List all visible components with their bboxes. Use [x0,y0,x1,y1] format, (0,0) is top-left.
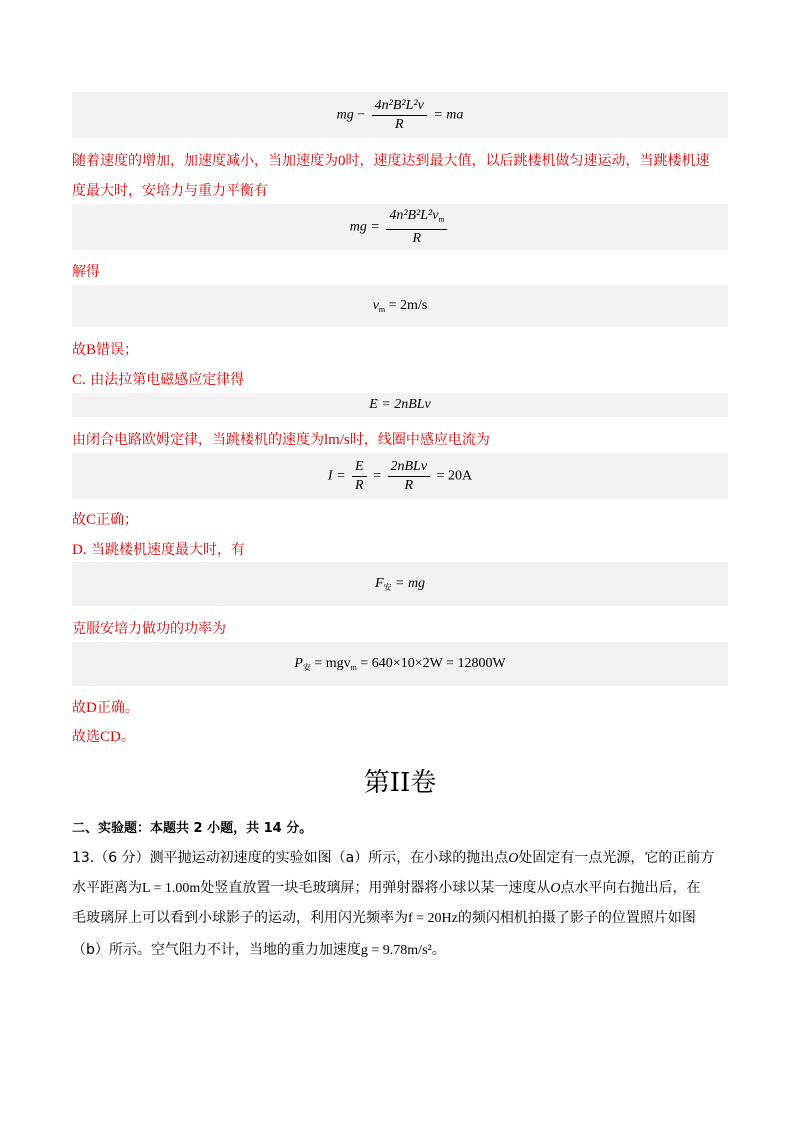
eq1-fraction [372,98,427,133]
text: lm/s [324,432,350,448]
numerator: E [352,459,367,477]
text: L = 1.00m [142,881,201,896]
c-right [72,509,138,529]
text: 的频闪相机拍摄了影子的位置照片如图 [457,910,696,926]
text: 由法拉第电磁感应定律得 [90,372,245,388]
text: D. [72,542,87,558]
text: 。 [431,942,446,958]
eq6-rhs: = mg [395,575,426,591]
eq7-mid-sub: m [350,662,357,672]
equation-2 [350,208,451,247]
text: 正确。 [96,700,139,716]
equation-4: E = 2nBLv [369,397,431,412]
eq5-fraction-2 [388,459,431,494]
d-intro [72,539,245,559]
c-intro [72,369,244,389]
numerator: 2nBLv [388,459,431,477]
text: （b）所示。空气阻力不计，当地的重力加速度 [72,942,361,958]
question-13-line-2 [72,877,700,897]
section-title: 第II卷 [363,768,437,798]
text: O [508,851,519,866]
text: 错误； [96,342,139,358]
eq6-f: F [374,575,384,591]
eq7-p: P [294,655,303,671]
eq7-rhs: = 640×10×2W = 12800W [360,655,506,671]
eq1-numerator: 4n²B²L²v [372,98,427,116]
text: 点水平向右抛出后，在 [560,880,701,896]
eq1-denominator: R [394,116,404,132]
power-intro: 克服安培力做功的功率为 [72,621,226,637]
text: 0 [338,153,346,169]
question-13-line-1 [72,847,714,867]
text: C. [72,372,86,388]
eq5-equals: = [373,468,381,484]
eq1-lhs: mg [336,107,354,123]
text: 正确； [96,512,139,528]
subscript: m [438,214,445,224]
eq2-numerator [386,208,447,230]
text: 时，速度达到最大值，以后跳楼机做匀速运动，当跳楼机速 [345,153,710,169]
answer [72,726,135,746]
denominator: R [404,477,414,493]
eq2-denominator: R [412,230,422,246]
denominator: R [355,477,364,493]
c-current-line [72,429,490,449]
text: D [86,700,97,716]
equation-3 [373,298,428,314]
text: 。 [120,729,135,745]
text: f = 20Hz [408,911,458,926]
eq7-mid: = mgv [314,655,351,671]
text: O [550,881,561,896]
equation-1 [337,98,464,133]
solution-line-1 [72,150,710,170]
d-right [72,697,139,717]
equation-6 [375,576,425,593]
equation-box-2 [72,204,728,250]
eq1-rhs: = ma [433,107,464,123]
text: 毛玻璃屏上可以看到小球影子的运动，利用闪光频率为 [72,910,408,926]
eq5-lhs: I = [327,468,346,484]
text: 处竖直放置一块毛玻璃屏；用弹射器将小球以某一速度从 [200,880,551,896]
text: g = 9.78m/s² [360,943,432,958]
question-13-line-3 [72,907,696,927]
b-wrong [72,339,138,359]
text: 故选 [72,729,100,745]
eq2-lhs: mg = [349,219,380,235]
text: 故 [72,512,86,528]
text: 时，线圈中感应电流为 [349,432,490,448]
equation-box-6 [72,562,728,606]
equation-box-4 [72,393,728,417]
section-heading: 二、实验题：本题共 2 小题，共 14 分。 [72,821,313,836]
eq3-rhs: = 2m/s [388,298,428,313]
text: CD [100,729,121,745]
text: B [86,342,97,358]
text: 随着速度的增加，加速度减小，当加速度为 [72,153,338,169]
equation-7 [294,656,505,673]
eq5-fraction-1 [352,459,367,494]
equation-box-1 [72,92,728,138]
solution-line-2: 度最大时，安培力与重力平衡有 [72,183,268,199]
text: 水平距离为 [72,880,142,896]
question-13-line-4 [72,939,446,959]
text: C [86,512,97,528]
text: 处固定有一点光源，它的正前方 [518,850,715,866]
eq5-rhs: = 20A [436,468,473,484]
text: 故 [72,700,86,716]
text: 由闭合电路欧姆定律，当跳楼机的速度为 [72,432,324,448]
eq2-fraction [386,208,447,247]
eq7-sub: 安 [302,662,311,672]
equation-box-7 [72,642,728,686]
equation-box-3 [72,285,728,327]
text: 4n²B²L²v [389,207,439,223]
eq1-minus: − [357,107,366,123]
eq6-sub: 安 [383,582,392,592]
eq3-v: v [372,298,379,313]
eq3-sub: m [378,305,386,314]
equation-5 [328,459,472,494]
jiede-label: 解得 [72,264,100,280]
text: 故 [72,342,86,358]
text: 13.（6 分）测平抛运动初速度的实验如图（a）所示，在小球的抛出点 [72,850,509,866]
equation-box-5 [72,453,728,499]
text: 当跳楼机速度最大时，有 [91,542,246,558]
